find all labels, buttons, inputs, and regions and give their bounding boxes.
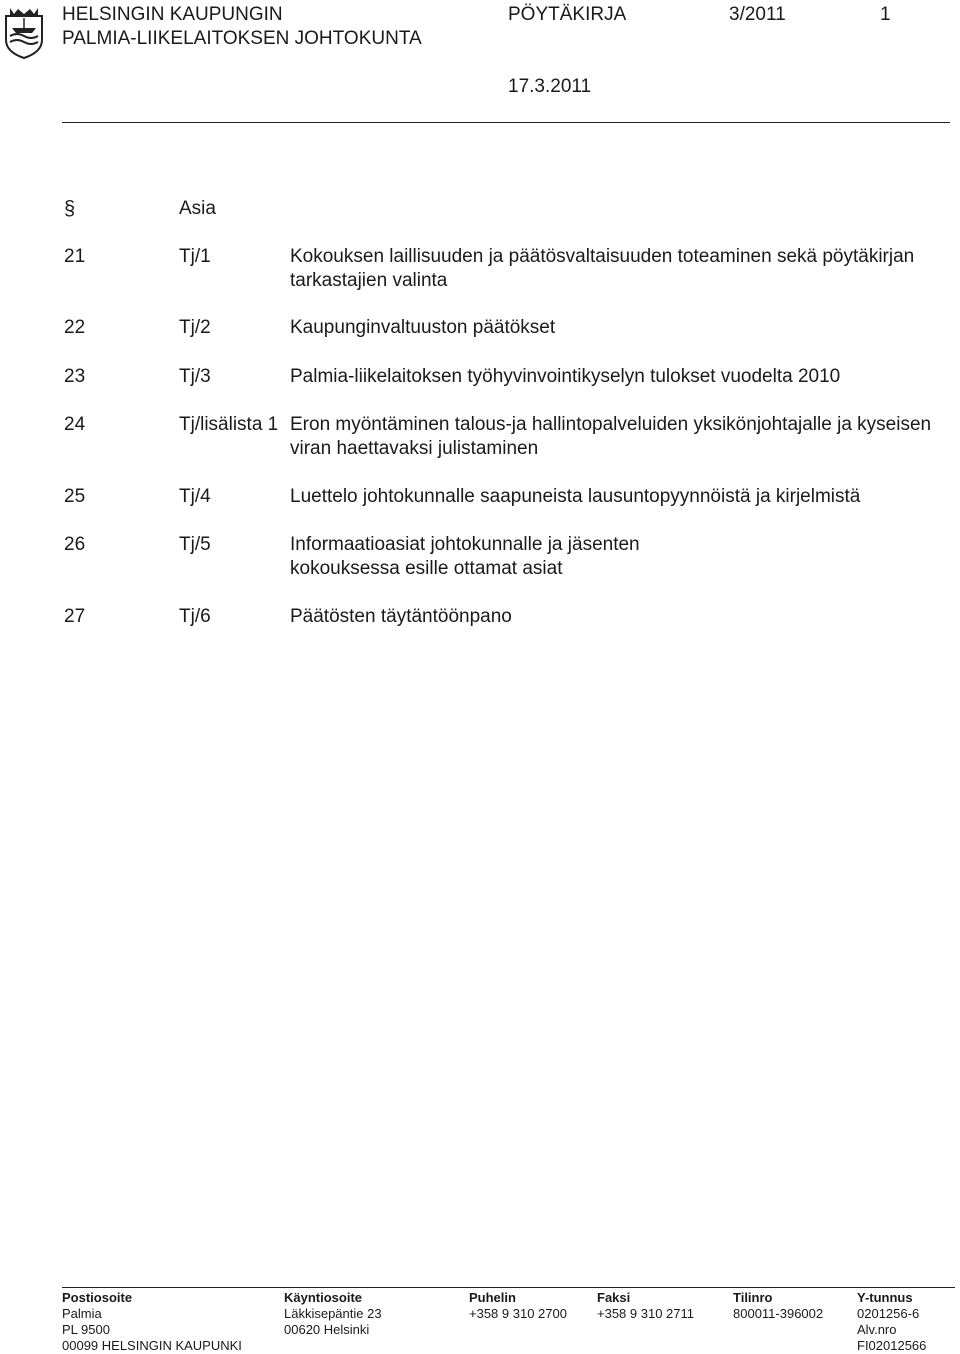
item-code: Tj/2 <box>179 317 211 338</box>
footer-line: +358 9 310 2700 <box>469 1306 567 1321</box>
footer-line: 800011-396002 <box>733 1306 824 1321</box>
item-title: Kokouksen laillisuuden ja päätösvaltaisuuden toteaminen sekä pöytäkirjan tarkastajien valinta <box>290 246 915 291</box>
item-number: 26 <box>64 534 86 555</box>
item-code: Tj/lisälista 1 <box>179 414 279 435</box>
item-code: Tj/5 <box>179 534 211 555</box>
footer-line: 00620 Helsinki <box>284 1322 370 1337</box>
meeting-date: 17.3.2011 <box>508 76 592 97</box>
footer-postiosoite <box>62 1290 242 1354</box>
item-number: 25 <box>64 486 86 507</box>
footer-line: 00099 HELSINGIN KAUPUNKI <box>62 1338 242 1353</box>
footer-line: Palmia <box>62 1306 102 1321</box>
header-divider <box>62 122 950 123</box>
item-number: 24 <box>64 414 86 435</box>
footer-faksi <box>597 1290 694 1322</box>
paragraph-mark: § <box>64 198 76 220</box>
item-title: Päätösten täytäntöönpano <box>290 606 512 627</box>
footer-line: Läkkisepäntie 23 <box>284 1306 382 1321</box>
item-number: 22 <box>64 317 86 338</box>
item-title: Informaatioasiat johtokunnalle ja jäsenten kokouksessa esille ottamat asiat <box>290 534 640 579</box>
page-number: 1 <box>880 4 891 25</box>
unit-name: PALMIA-LIIKELAITOKSEN JOHTOKUNTA <box>62 28 422 49</box>
item-title: Eron myöntäminen talous-ja hallintopalveluiden yksikönjohtajalle ja kyseisen viran haettavaksi julistaminen <box>290 414 932 459</box>
item-code: Tj/3 <box>179 366 211 387</box>
footer-label: Postiosoite <box>62 1290 133 1305</box>
item-number: 23 <box>64 366 86 387</box>
footer-label: Y-tunnus <box>857 1290 913 1305</box>
footer-ytunnus <box>857 1290 926 1354</box>
footer-divider <box>62 1287 955 1288</box>
item-number: 21 <box>64 246 86 267</box>
doc-number: 3/2011 <box>729 4 786 25</box>
doc-type: PÖYTÄKIRJA <box>508 4 627 25</box>
footer-label: Tilinro <box>733 1290 773 1305</box>
item-code: Tj/1 <box>179 246 211 267</box>
footer-line: PL 9500 <box>62 1322 110 1337</box>
footer-line: Alv.nro <box>857 1322 897 1337</box>
item-title: Luettelo johtokunnalle saapuneista lausuntopyynnöistä ja kirjelmistä <box>290 486 861 507</box>
asia-label: Asia <box>179 198 216 219</box>
helsinki-crest-icon <box>2 6 46 60</box>
footer-label: Käyntiosoite <box>284 1290 363 1305</box>
footer-line: FI02012566 <box>857 1338 927 1353</box>
footer-kayntiosoite <box>284 1290 382 1338</box>
footer-line: 0201256-6 <box>857 1306 920 1321</box>
footer-label: Puhelin <box>469 1290 516 1305</box>
item-number: 27 <box>64 606 86 627</box>
item-code: Tj/6 <box>179 606 211 627</box>
org-name: HELSINGIN KAUPUNGIN <box>62 4 283 25</box>
footer-tilinro <box>733 1290 823 1322</box>
item-title: Kaupunginvaltuuston päätökset <box>290 317 556 338</box>
item-title: Palmia-liikelaitoksen työhyvinvointikyselyn tulokset vuodelta 2010 <box>290 366 841 387</box>
footer-puhelin <box>469 1290 567 1322</box>
item-code: Tj/4 <box>179 486 211 507</box>
footer-label: Faksi <box>597 1290 631 1305</box>
footer-line: +358 9 310 2711 <box>597 1306 694 1321</box>
